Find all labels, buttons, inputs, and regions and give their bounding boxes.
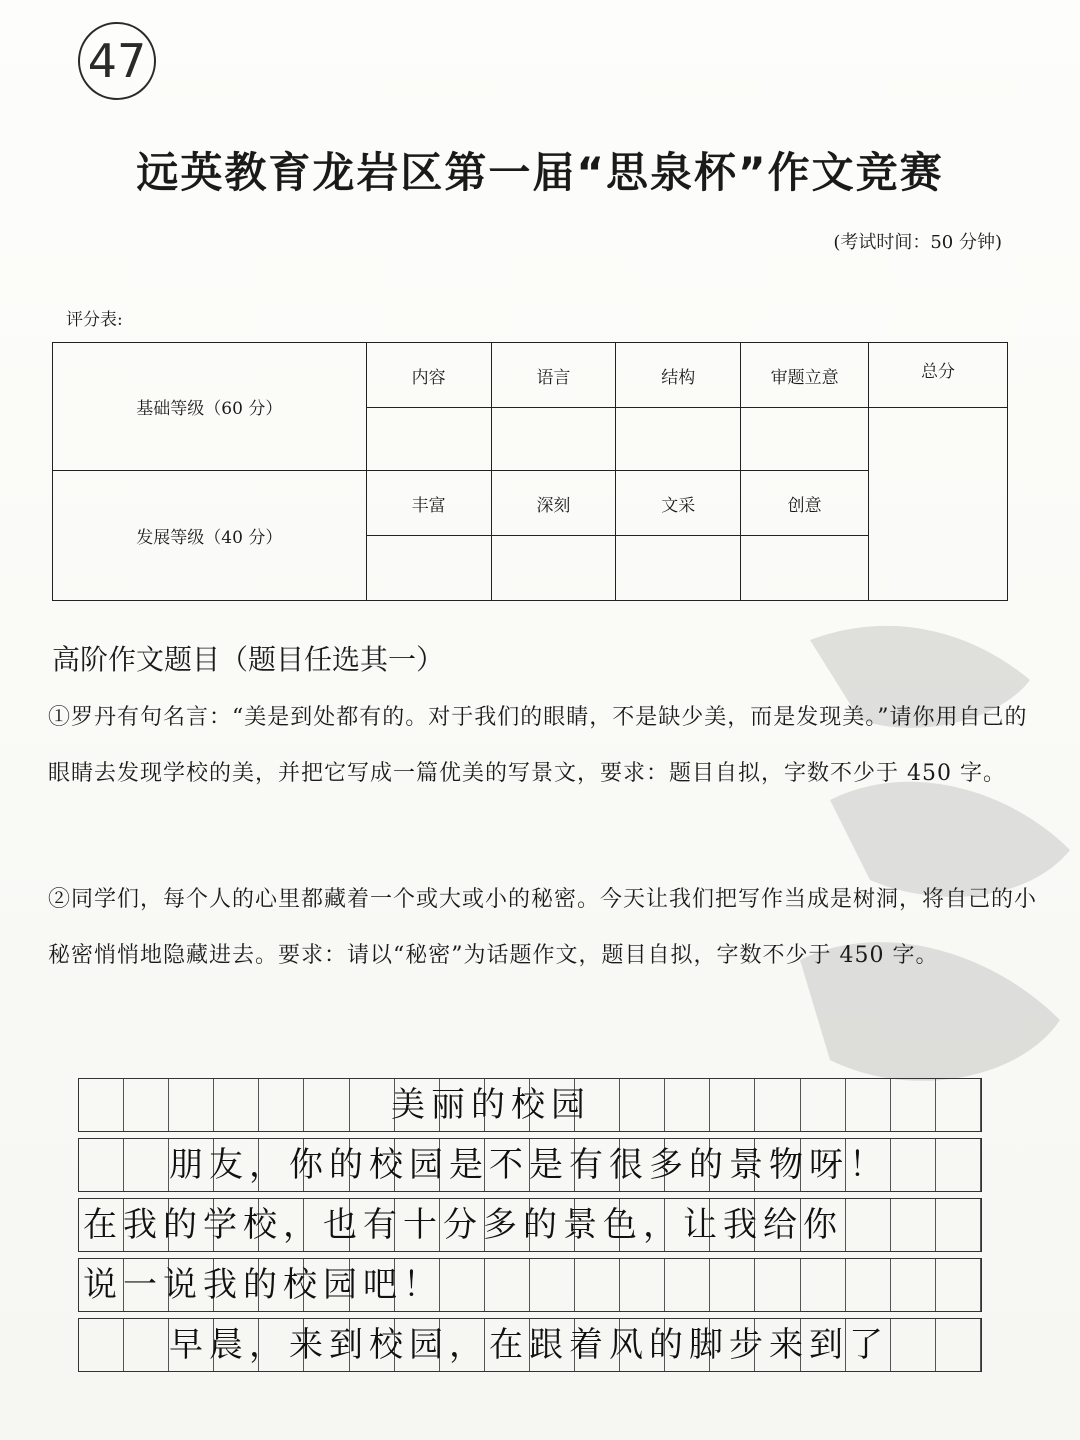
topic-prompt-2: ②同学们，每个人的心里都藏着一个或大或小的秘密。今天让我们把写作当成是树洞，将自己的小秘密悄悄地隐藏进去。要求：请以“秘密”为话题作文，题目自拟，字数不少于 450 字。 (48, 887, 1038, 968)
page-title: 远英教育龙岩区第一届“思泉杯”作文竞赛 (136, 148, 944, 197)
total-score-cell[interactable] (869, 408, 1008, 601)
score-cell[interactable] (491, 536, 616, 601)
score-cell[interactable] (616, 536, 741, 601)
header-total: 总分 (869, 343, 1008, 408)
header-depth: 深刻 (491, 471, 616, 536)
essay-grid (78, 1078, 982, 1378)
essay-line-text: 在我的学校，也有十分多的景色，让我给你 (83, 1205, 843, 1245)
score-cell[interactable] (366, 536, 491, 601)
header-literary-grace: 文采 (616, 471, 741, 536)
header-richness: 丰富 (366, 471, 491, 536)
score-cell[interactable] (741, 408, 869, 471)
score-cell[interactable] (616, 408, 741, 471)
header-structure: 结构 (616, 343, 741, 408)
score-cell[interactable] (491, 408, 616, 471)
score-cell[interactable] (741, 536, 869, 601)
essay-line-text: 说一说我的校园吧！ (83, 1265, 443, 1305)
topics-heading: 高阶作文题目（题目任选其一） (52, 643, 445, 676)
basic-level-label: 基础等级（60 分） (53, 343, 367, 471)
development-level-label: 发展等级（40 分） (53, 471, 367, 601)
circled-page-number (78, 22, 156, 100)
essay-line-text: 朋友，你的校园是不是有很多的景物呀！ (169, 1145, 889, 1185)
score-table (52, 342, 1008, 601)
essay-line (78, 1318, 982, 1372)
watermark-calligraphy (770, 600, 1080, 1120)
essay-line (78, 1198, 982, 1252)
essay-line (78, 1138, 982, 1192)
score-table-label: 评分表: (66, 310, 123, 330)
essay-title: 美丽的校园 (391, 1085, 591, 1125)
header-language: 语言 (491, 343, 616, 408)
essay-line (78, 1078, 982, 1132)
exam-time: (考试时间：50 分钟) (833, 232, 1002, 253)
header-creativity: 创意 (741, 471, 869, 536)
topic-prompt-1: ①罗丹有句名言：“美是到处都有的。对于我们的眼睛，不是缺少美，而是发现美。”请你用自己的眼睛去发现学校的美，并把它写成一篇优美的写景文，要求：题目自拟，字数不少于 450 字。 (48, 705, 1028, 786)
score-cell[interactable] (366, 408, 491, 471)
essay-line (78, 1258, 982, 1312)
essay-line-text: 早晨，来到校园，在跟着风的脚步来到了 (169, 1325, 889, 1365)
header-content: 内容 (366, 343, 491, 408)
circled-number-text: 47 (87, 34, 147, 88)
header-topic-intent: 审题立意 (741, 343, 869, 408)
